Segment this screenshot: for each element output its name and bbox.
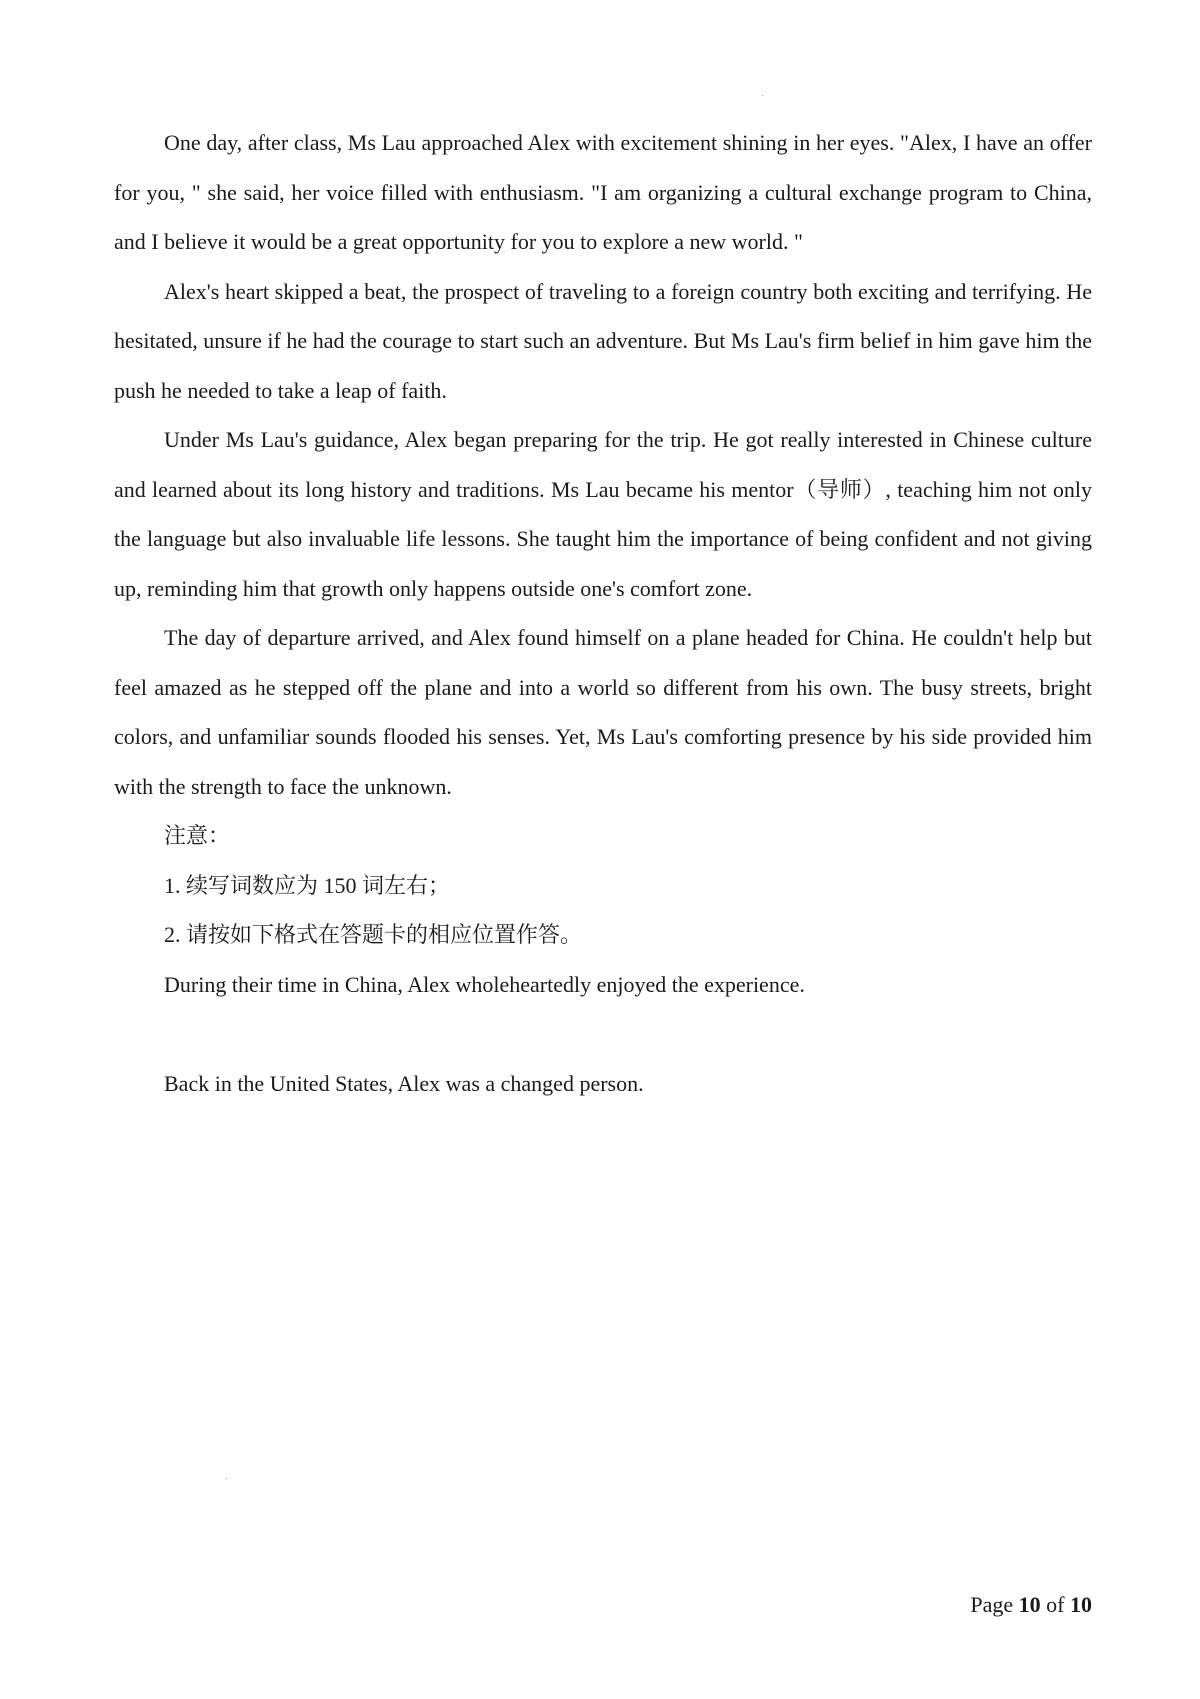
story-paragraph-1: One day, after class, Ms Lau approached Alex with excitement shining in her eyes. "Alex, I have an offer for you, " she said, her voice filled with enthusiasm. "I am organizing a cultural exchange program to China, and I believe it would be a great opportunity for you to explore a new world. " xyxy=(114,130,1092,254)
story-paragraph-4: The day of departure arrived, and Alex found himself on a plane headed for China. He couldn't help but feel amazed as he stepped off the plane and into a world so different from his own. The busy streets, bright colors, and unfamiliar sounds flooded his senses. Yet, Ms Lau's comforting presence by his side provided him with the strength to face the unknown. xyxy=(114,625,1092,799)
continuation-prompt-1: During their time in China, Alex wholeheartedly enjoyed the experience. xyxy=(164,971,805,997)
story-paragraph-3: Under Ms Lau's guidance, Alex began preparing for the trip. He got really interested in Chinese culture and learned about its long history and traditions. Ms Lau became his mentor（导师）, teaching him not only the language but also invaluable life lessons. She taught him the importance of being confident and not giving up, reminding him that growth only happens outside one's comfort zone. xyxy=(114,427,1092,601)
total-pages: 10 xyxy=(1070,1592,1092,1617)
document-body xyxy=(114,118,1092,1108)
writing-space xyxy=(114,1009,1092,1059)
story-paragraph-2: Alex's heart skipped a beat, the prospect of traveling to a foreign country both exciting and terrifying. He hesitated, unsure if he had the courage to start such an adventure. But Ms Lau's firm belief in him gave him the push he needed to take a leap of faith. xyxy=(114,278,1092,403)
notes-heading: 注意： xyxy=(164,823,231,848)
current-page: 10 xyxy=(1018,1592,1041,1617)
scan-speck xyxy=(762,95,763,96)
note-item-1: 1. 续写词数应为 150 词左右； xyxy=(164,872,451,898)
note-item-2: 2. 请按如下格式在答题卡的相应位置作答。 xyxy=(164,922,583,947)
of-label: of xyxy=(1046,1592,1065,1617)
page-label: Page xyxy=(970,1592,1014,1617)
page-number xyxy=(970,1590,1092,1620)
continuation-prompt-2: Back in the United States, Alex was a changed person. xyxy=(164,1070,644,1096)
scan-speck xyxy=(226,1478,227,1479)
